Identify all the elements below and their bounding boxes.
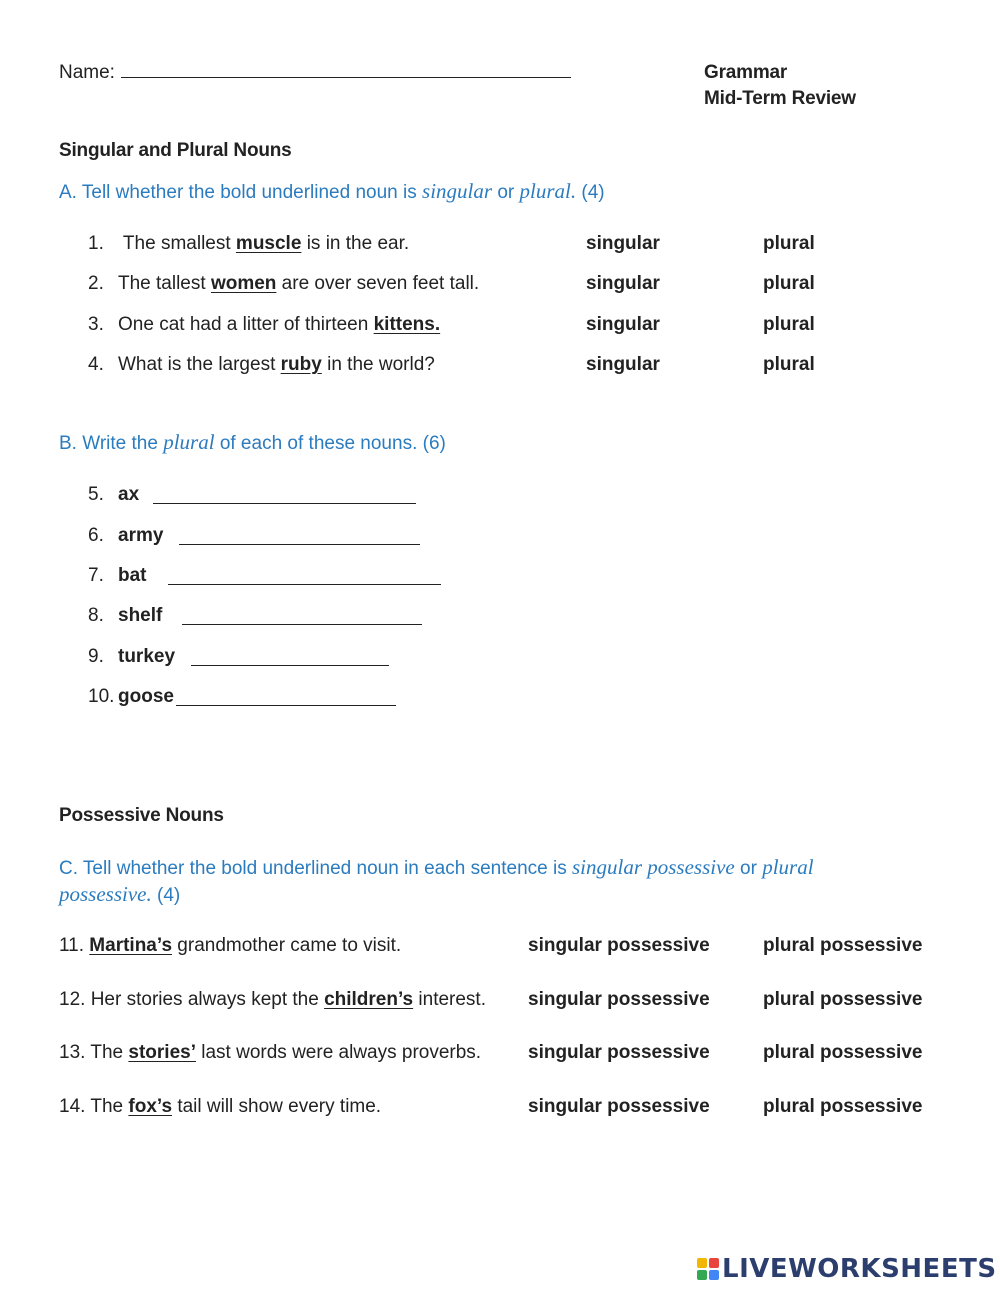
q1-option-singular[interactable]: singular <box>586 233 660 254</box>
part-a-term-plural: plural. <box>519 179 577 203</box>
question-number: 1. <box>88 233 104 254</box>
question-number: 4. <box>88 354 104 375</box>
noun-word: goose <box>118 686 174 707</box>
sentence-after: grandmother came to visit. <box>177 935 402 956</box>
question-1 <box>88 233 409 255</box>
target-noun: ruby <box>280 354 322 375</box>
part-c-prefix: C. Tell whether the bold underlined noun in each sentence is <box>59 858 567 879</box>
logo-square-icon <box>709 1258 719 1268</box>
part-a-points: (4) <box>581 182 605 203</box>
question-number: 14. <box>59 1096 86 1117</box>
answer-blank-6[interactable] <box>179 530 420 545</box>
worksheet-title-line1: Grammar <box>704 62 788 83</box>
sentence-after: interest. <box>418 989 486 1010</box>
sentence-before: The smallest <box>118 233 231 254</box>
liveworksheets-logo[interactable] <box>697 1254 997 1284</box>
part-c-joiner: or <box>740 858 757 879</box>
question-number: 6. <box>88 525 104 546</box>
question-number: 12. <box>59 989 86 1010</box>
noun-word: ax <box>118 484 140 505</box>
noun-word: bat <box>118 565 147 586</box>
part-c-term-singular-possessive: singular possessive <box>572 855 735 879</box>
answer-blank-5[interactable] <box>153 489 416 504</box>
logo-square-icon <box>697 1270 707 1280</box>
answer-blank-10[interactable] <box>176 691 396 706</box>
logo-square-icon <box>697 1258 707 1268</box>
question-11 <box>59 935 401 957</box>
part-c-instruction-line1 <box>59 855 814 880</box>
part-c-points: (4) <box>157 885 181 906</box>
answer-blank-8[interactable] <box>182 610 422 625</box>
logo-square-icon <box>709 1270 719 1280</box>
q11-option-singular-possessive[interactable]: singular possessive <box>528 935 710 956</box>
section-heading-singular-plural: Singular and Plural Nouns <box>59 140 292 161</box>
question-4 <box>88 354 435 376</box>
name-blank[interactable] <box>121 63 571 78</box>
part-b-suffix: of each of these nouns. (6) <box>219 433 446 454</box>
question-number: 5. <box>88 484 104 505</box>
question-number: 2. <box>88 273 104 294</box>
sentence-before: The <box>90 1042 124 1063</box>
part-b-instruction <box>59 430 446 455</box>
question-number: 8. <box>88 605 104 626</box>
q4-option-plural[interactable]: plural <box>763 354 815 375</box>
sentence-before: One cat had a litter of thirteen <box>118 314 369 335</box>
q13-option-singular-possessive[interactable]: singular possessive <box>528 1042 710 1063</box>
part-a-joiner: or <box>497 182 515 203</box>
q14-option-plural-possessive[interactable]: plural possessive <box>763 1096 923 1117</box>
logo-text: LIVEWORKSHEETS <box>722 1254 997 1284</box>
part-b-term-plural: plural <box>163 430 215 454</box>
question-6 <box>88 525 163 547</box>
target-noun: women <box>210 273 277 294</box>
q2-option-singular[interactable]: singular <box>586 273 660 294</box>
target-noun: children’s <box>324 989 414 1010</box>
question-2 <box>88 273 479 295</box>
liveworksheets-logo-icon <box>697 1258 719 1280</box>
sentence-after: last words were always proverbs. <box>201 1042 482 1063</box>
answer-blank-9[interactable] <box>191 651 389 666</box>
q12-option-plural-possessive[interactable]: plural possessive <box>763 989 923 1010</box>
question-number: 11. <box>59 935 85 956</box>
question-8 <box>88 605 162 627</box>
target-noun: fox’s <box>128 1096 173 1117</box>
name-label: Name: <box>59 62 115 83</box>
noun-word: shelf <box>118 605 163 626</box>
question-9 <box>88 646 175 668</box>
question-number: 7. <box>88 565 104 586</box>
part-c-term-possessive: possessive. <box>59 882 152 906</box>
section-heading-possessive: Possessive Nouns <box>59 805 224 826</box>
part-b-prefix: B. Write the <box>59 433 158 454</box>
q13-option-plural-possessive[interactable]: plural possessive <box>763 1042 923 1063</box>
part-c-instruction-line2 <box>59 882 180 907</box>
q14-option-singular-possessive[interactable]: singular possessive <box>528 1096 710 1117</box>
q12-option-singular-possessive[interactable]: singular possessive <box>528 989 710 1010</box>
sentence-after: in the world? <box>327 354 435 375</box>
sentence-before: The <box>90 1096 124 1117</box>
sentence-after: are over seven feet tall. <box>281 273 480 294</box>
target-noun: kittens. <box>373 314 441 335</box>
sentence-before: The tallest <box>118 273 206 294</box>
target-noun: Martina’s <box>89 935 173 956</box>
noun-word: army <box>118 525 164 546</box>
target-noun: muscle <box>235 233 302 254</box>
q1-option-plural[interactable]: plural <box>763 233 815 254</box>
target-noun: stories’ <box>128 1042 196 1063</box>
part-c-term-plural: plural <box>762 855 814 879</box>
question-10 <box>88 686 174 708</box>
part-a-term-singular: singular <box>422 179 493 203</box>
question-14 <box>59 1096 381 1118</box>
question-13 <box>59 1042 481 1064</box>
part-a-instruction <box>59 179 605 204</box>
sentence-after: is in the ear. <box>306 233 410 254</box>
sentence-after: tail will show every time. <box>177 1096 382 1117</box>
q3-option-plural[interactable]: plural <box>763 314 815 335</box>
question-5 <box>88 484 139 506</box>
q3-option-singular[interactable]: singular <box>586 314 660 335</box>
question-number: 13. <box>59 1042 86 1063</box>
question-number: 9. <box>88 646 104 667</box>
question-7 <box>88 565 147 587</box>
noun-word: turkey <box>118 646 176 667</box>
question-3 <box>88 314 440 336</box>
sentence-before: What is the largest <box>118 354 276 375</box>
question-number: 3. <box>88 314 104 335</box>
worksheet-title-line2: Mid-Term Review <box>704 88 856 109</box>
q2-option-plural[interactable]: plural <box>763 273 815 294</box>
question-12 <box>59 989 486 1011</box>
q4-option-singular[interactable]: singular <box>586 354 660 375</box>
sentence-before: Her stories always kept the <box>90 989 319 1010</box>
question-number: 10. <box>88 686 115 707</box>
part-a-prefix: A. Tell whether the bold underlined noun is <box>59 182 417 203</box>
q11-option-plural-possessive[interactable]: plural possessive <box>763 935 923 956</box>
answer-blank-7[interactable] <box>168 570 441 585</box>
name-line <box>59 62 571 84</box>
